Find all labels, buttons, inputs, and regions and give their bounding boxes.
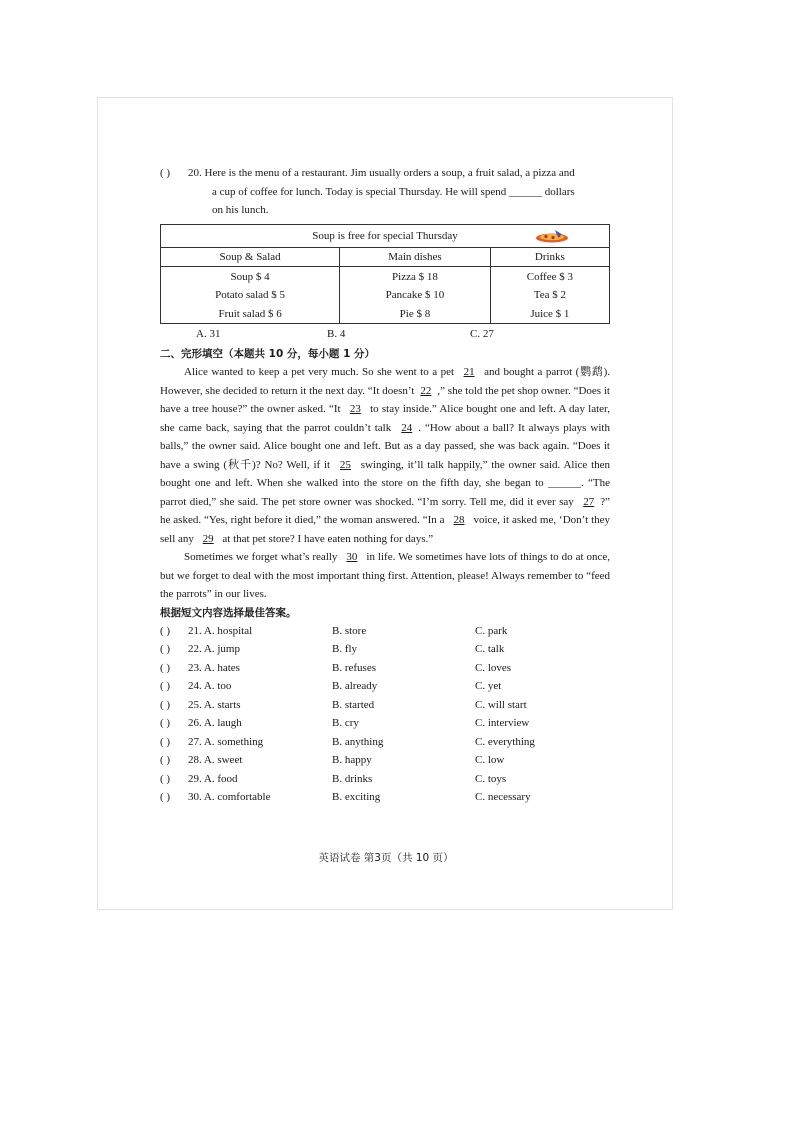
blank-30: 30 bbox=[346, 551, 358, 563]
menu-item: Potato salad $ 5 bbox=[215, 289, 286, 301]
question-20-options bbox=[160, 324, 610, 344]
menu-item: Fruit salad $ 6 bbox=[218, 307, 282, 320]
question-20 bbox=[160, 164, 610, 220]
passage-text: to stay inside.” Alice bought one and left. A day later, she came back, saying that the parrot couldn’t talk bbox=[160, 403, 611, 434]
answer-paren[interactable]: ( ) bbox=[160, 624, 171, 637]
menu-item: Coffee $ 3 bbox=[526, 270, 573, 283]
question-20-line-2: a cup of coffee for lunch. Today is special Thursday. He will spend ______ dollars bbox=[212, 185, 575, 198]
pizza-icon bbox=[535, 229, 569, 243]
menu-header-soup-salad: Soup & Salad bbox=[161, 247, 340, 266]
option-a[interactable]: 27. A. something bbox=[188, 735, 264, 748]
option-a[interactable]: 26. A. laugh bbox=[188, 717, 242, 729]
option-b[interactable]: B. cry bbox=[332, 717, 359, 729]
option-a[interactable]: 21. A. hospital bbox=[188, 624, 253, 637]
answer-paren[interactable]: ( ) bbox=[160, 661, 171, 674]
menu-item: Pancake $ 10 bbox=[385, 289, 445, 301]
blank-23: 23 bbox=[349, 403, 361, 415]
option-b[interactable]: B. fly bbox=[332, 643, 358, 655]
exam-page bbox=[97, 97, 673, 910]
option-b[interactable]: B. store bbox=[332, 624, 367, 637]
menu-table bbox=[160, 224, 610, 325]
menu-caption-text: Soup is free for special Thursday bbox=[312, 229, 458, 242]
question-20-line-3: on his lunch. bbox=[212, 204, 269, 216]
question-row bbox=[160, 751, 610, 770]
answer-paren[interactable]: ( ) bbox=[160, 680, 171, 692]
menu-column-soup-salad bbox=[161, 266, 340, 324]
blank-26: ______ bbox=[547, 477, 581, 489]
answer-paren[interactable]: ( ) bbox=[160, 698, 171, 711]
question-20-line-1: 20. Here is the menu of a restaurant. Jim usually orders a soup, a fruit salad, a pizza and bbox=[188, 167, 575, 179]
question-row bbox=[160, 622, 610, 641]
passage-paragraph-1 bbox=[160, 363, 610, 548]
menu-item: Pizza $ 18 bbox=[392, 270, 438, 283]
question-row bbox=[160, 640, 610, 659]
option-b[interactable]: B. already bbox=[332, 680, 378, 692]
menu-caption bbox=[161, 224, 610, 247]
question-row bbox=[160, 714, 610, 733]
menu-item: Juice $ 1 bbox=[530, 307, 570, 320]
answer-paren[interactable]: ( ) bbox=[160, 167, 171, 179]
option-b[interactable]: B. refuses bbox=[332, 661, 376, 674]
menu-item: Pie $ 8 bbox=[399, 307, 431, 320]
answer-paren[interactable]: ( ) bbox=[160, 772, 171, 785]
passage-text: voice, it asked me, ‘Don’t they sell any bbox=[160, 514, 611, 545]
answer-paren[interactable]: ( ) bbox=[160, 791, 171, 803]
option-c[interactable]: C. will start bbox=[475, 698, 527, 711]
option-a[interactable]: 30. A. comfortable bbox=[188, 791, 271, 803]
option-a[interactable]: 28. A. sweet bbox=[188, 754, 243, 766]
question-list bbox=[160, 622, 610, 807]
option-c[interactable]: C. 27 bbox=[470, 328, 494, 340]
passage-text: . “How about a ball? It always plays with balls,” the owner said. Alice bought one and left. But as a day passed, she was back again. “Does it have a swing (秋千)? No? Well, if it bbox=[160, 421, 610, 471]
menu-header-drinks: Drinks bbox=[490, 247, 609, 266]
passage-text: Alice wanted to keep a pet very much. So she went to a pet bbox=[184, 366, 455, 378]
blank-27: 27 bbox=[583, 495, 595, 508]
passage-text: swinging, it’ll talk happily,” the owner said. Alice then bought one and left. When she walked into the store on the fifth day, she began to bbox=[160, 458, 611, 489]
answer-paren[interactable]: ( ) bbox=[160, 735, 171, 748]
option-c[interactable]: C. toys bbox=[475, 772, 507, 785]
passage-text: . “The parrot died,” she said. The pet store owner was shocked. “I’m sorry. Tell me, did it ever say bbox=[160, 477, 610, 508]
option-b[interactable]: B. happy bbox=[332, 754, 372, 766]
question-row bbox=[160, 677, 610, 696]
answer-paren[interactable]: ( ) bbox=[160, 754, 171, 766]
page-content bbox=[160, 164, 610, 807]
answer-paren[interactable]: ( ) bbox=[160, 717, 171, 729]
question-row bbox=[160, 733, 610, 752]
option-c[interactable]: C. interview bbox=[475, 717, 530, 729]
question-row bbox=[160, 696, 610, 715]
option-c[interactable]: C. park bbox=[475, 624, 508, 637]
passage-text: in life. We sometimes have lots of things to do at once, but we forget to deal with the most important thing first. Attention, please! Always remember to “feed the parrots” in our lives. bbox=[160, 551, 611, 600]
passage-text: ?” he asked. “Yes, right before it died,” the woman answered. “In a bbox=[160, 495, 611, 526]
passage-text: at that pet store? I have eaten nothing for days.” bbox=[222, 532, 434, 545]
option-b[interactable]: B. exciting bbox=[332, 791, 381, 803]
passage-text: ,” she told the pet shop owner. “Does it have a tree house?” the owner asked. “It bbox=[160, 384, 610, 415]
option-c[interactable]: C. talk bbox=[475, 643, 505, 655]
blank-25: 25 bbox=[339, 458, 351, 471]
question-row bbox=[160, 788, 610, 807]
option-a[interactable]: A. 31 bbox=[196, 328, 221, 340]
menu-item: Tea $ 2 bbox=[533, 289, 566, 301]
blank-22: 22 bbox=[420, 384, 432, 397]
instruction: 根据短文内容选择最佳答案。 bbox=[160, 606, 297, 619]
option-b[interactable]: B. drinks bbox=[332, 772, 373, 785]
blank-24: 24 bbox=[401, 421, 413, 434]
passage-text: Sometimes we forget what’s really bbox=[184, 551, 338, 563]
passage-text: and bought a parrot (鹦鹉). However, she decided to return it the next day. “It doesn’t bbox=[160, 366, 611, 397]
option-a[interactable]: 23. A. hates bbox=[188, 661, 240, 674]
option-c[interactable]: C. loves bbox=[475, 661, 512, 674]
option-c[interactable]: C. everything bbox=[475, 735, 535, 748]
option-b[interactable]: B. anything bbox=[332, 735, 384, 748]
page-footer: 英语试卷 第3页（共 10 页） bbox=[318, 852, 454, 864]
option-a[interactable]: 22. A. jump bbox=[188, 643, 240, 655]
blank-21: 21 bbox=[463, 366, 475, 378]
option-b[interactable]: B. started bbox=[332, 698, 375, 711]
option-c[interactable]: C. low bbox=[475, 754, 505, 766]
menu-column-drinks bbox=[490, 266, 609, 324]
blank-28: 28 bbox=[453, 514, 465, 526]
section-2-title: 二、完形填空（本题共 10 分，每小题 1 分） bbox=[160, 348, 376, 360]
option-a[interactable]: 24. A. too bbox=[188, 680, 232, 692]
cloze-passage bbox=[160, 363, 610, 604]
menu-header-main-dishes: Main dishes bbox=[340, 247, 491, 266]
option-a[interactable]: 25. A. starts bbox=[188, 698, 241, 711]
option-b[interactable]: B. 4 bbox=[327, 328, 346, 340]
option-a[interactable]: 29. A. food bbox=[188, 772, 238, 785]
blank-29: 29 bbox=[202, 532, 214, 545]
question-row bbox=[160, 659, 610, 678]
answer-paren[interactable]: ( ) bbox=[160, 643, 171, 655]
passage-paragraph-2 bbox=[160, 548, 610, 604]
option-c[interactable]: C. necessary bbox=[475, 791, 531, 803]
menu-column-main-dishes bbox=[340, 266, 491, 324]
question-row bbox=[160, 770, 610, 789]
option-c[interactable]: C. yet bbox=[475, 680, 502, 692]
menu-item: Soup $ 4 bbox=[230, 270, 270, 283]
